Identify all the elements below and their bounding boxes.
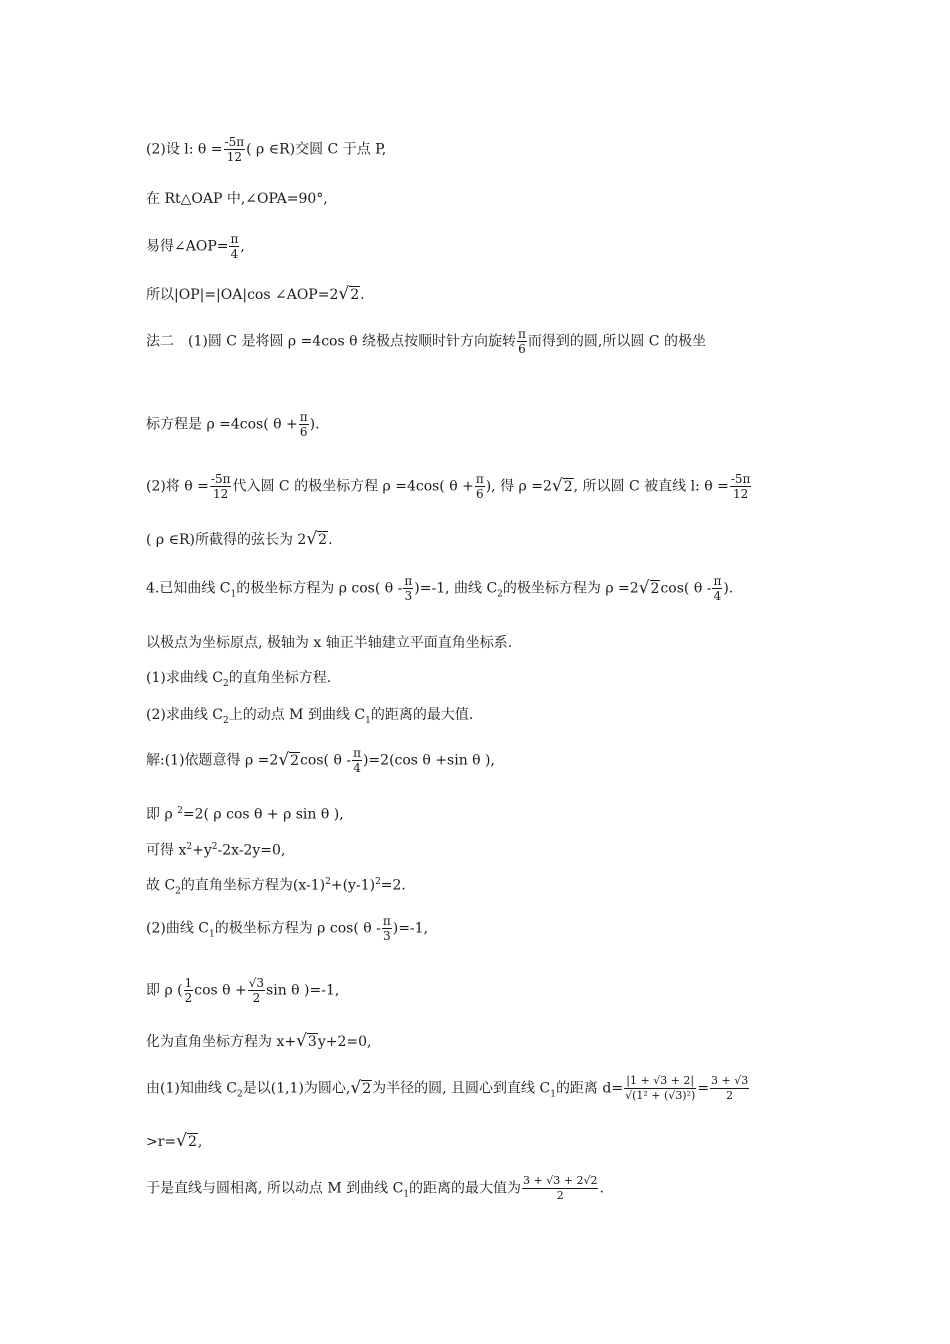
text: 标方程是 ρ =4cos( θ + — [146, 416, 298, 433]
radicand: 3 — [307, 1034, 317, 1050]
solution-7-line — [146, 1032, 371, 1051]
numerator: π — [382, 914, 391, 928]
numerator: √3 — [248, 976, 265, 990]
superscript: 2 — [211, 842, 218, 852]
solution-9-line — [146, 1132, 202, 1151]
solution-6-line — [146, 976, 339, 1005]
numerator: π — [518, 327, 526, 341]
denominator: 6 — [518, 342, 526, 356]
fraction — [517, 327, 527, 356]
angle-aop-line — [146, 232, 245, 261]
ask-2-line — [146, 706, 473, 730]
text: cos( θ - — [660, 580, 712, 597]
fraction — [224, 135, 246, 164]
text: 即 ρ — [146, 806, 178, 823]
text: (2)将 θ = — [146, 478, 209, 495]
fraction — [352, 746, 362, 775]
text: (2)设 l: θ = — [146, 141, 223, 158]
denominator: 2 — [252, 991, 261, 1005]
fraction — [403, 574, 413, 603]
text: 的直角坐标方程. — [228, 670, 332, 686]
numerator: 3 + √3 + 2√2 — [523, 1174, 598, 1187]
text: . — [360, 287, 365, 303]
text: 4.已知曲线 C — [146, 580, 231, 597]
text: =2( ρ cos θ + ρ sin θ ), — [182, 806, 344, 823]
subscript: 2 — [497, 589, 503, 600]
polar-equation-line — [146, 410, 320, 439]
numerator: -5π — [730, 472, 751, 486]
text: ), 得 ρ =2 — [485, 478, 552, 495]
fraction — [712, 574, 722, 603]
text: -2x-2y=0, — [217, 842, 286, 859]
radicand: 2 — [188, 1134, 197, 1150]
text: +(y-1) — [330, 877, 376, 894]
numerator: π — [475, 472, 484, 486]
fraction — [248, 976, 265, 1005]
sqrt: √2 — [176, 1131, 197, 1151]
subscript: 1 — [403, 1189, 410, 1200]
text: 即 ρ ( — [146, 982, 183, 999]
text: 的极坐标方程为 ρ =2 — [502, 580, 639, 597]
fraction — [730, 472, 752, 501]
text: 的极坐标方程为 ρ cos( θ - — [236, 580, 403, 597]
fraction — [229, 232, 239, 261]
part2-setup-line — [146, 135, 386, 164]
denominator: 12 — [732, 487, 749, 501]
sqrt: √2 — [350, 1077, 372, 1098]
text: . — [599, 1180, 604, 1197]
text: cos θ + — [194, 982, 247, 999]
sqrt: √2 — [638, 577, 660, 598]
text: 于是直线与圆相离, 所以动点 M 到曲线 C — [146, 1180, 404, 1197]
text: 易得∠AOP= — [146, 238, 229, 255]
right-triangle-line: 在 Rt△OAP 中,∠OPA=90°, — [146, 191, 328, 207]
numerator: π — [713, 574, 722, 588]
text: sin θ )=-1, — [266, 982, 340, 999]
text: ). — [309, 416, 320, 433]
radicand: 2 — [318, 532, 328, 548]
superscript: 2 — [325, 877, 331, 887]
denominator: 6 — [475, 487, 484, 501]
text: (2)求曲线 C — [146, 707, 223, 723]
question-4-line — [146, 574, 733, 603]
substitution-line — [146, 472, 752, 501]
text: 故 C — [146, 877, 176, 894]
text: =2. — [380, 877, 406, 894]
text: +y — [192, 842, 212, 859]
text: 的距离的最大值为 — [409, 1180, 522, 1197]
text: 的距离的最大值. — [370, 707, 474, 723]
fraction — [382, 914, 392, 943]
text: , — [240, 238, 245, 255]
sqrt: √2 — [306, 529, 328, 549]
sqrt: √2 — [551, 475, 573, 496]
superscript: 2 — [177, 806, 183, 816]
text: 的距离 d= — [555, 1080, 624, 1097]
fraction — [710, 1074, 749, 1103]
text: y+2=0, — [317, 1034, 372, 1050]
denominator: 2 — [556, 1189, 564, 1202]
numerator: π — [230, 232, 239, 246]
text: )=2(cos θ +sin θ ), — [362, 752, 495, 769]
denominator: 4 — [230, 247, 239, 261]
solution-10-line — [146, 1174, 604, 1203]
text: cos( θ - — [300, 752, 352, 769]
solution-4-line — [146, 873, 406, 900]
sqrt: √2 — [278, 749, 300, 770]
radicand: 2 — [350, 287, 360, 303]
solution-3-line — [146, 838, 285, 860]
coordinate-system-line: 以极点为坐标原点, 极轴为 x 轴正半轴建立平面直角坐标系. — [146, 635, 513, 651]
text: 代入圆 C 的极坐标方程 ρ =4cos( θ + — [232, 478, 474, 495]
solution-8-line — [146, 1074, 750, 1103]
text: , — [197, 1134, 203, 1150]
numerator: -5π — [224, 135, 245, 149]
superscript: 2 — [375, 877, 381, 887]
radicand: 2 — [650, 580, 660, 597]
subscript: 1 — [209, 929, 215, 940]
subscript: 1 — [230, 589, 237, 600]
text: 为半径的圆, 且圆心到直线 C — [372, 1080, 551, 1097]
distance-fraction — [624, 1074, 696, 1103]
text: (1)求曲线 C — [146, 670, 223, 686]
numerator: -5π — [210, 472, 231, 486]
fraction — [210, 472, 232, 501]
text: (2)曲线 C — [146, 920, 209, 937]
numerator: π — [299, 410, 308, 424]
subscript: 2 — [175, 886, 181, 897]
text: = — [697, 1080, 710, 1097]
sqrt: √3 — [296, 1031, 317, 1051]
solution-2-line — [146, 802, 344, 824]
numerator: |1 + √3 + 2| — [624, 1074, 696, 1089]
radicand: 2 — [362, 1080, 372, 1097]
denominator: 6 — [299, 425, 308, 439]
subscript: 1 — [365, 715, 371, 726]
denominator: 3 — [404, 589, 413, 603]
radicand: 2 — [563, 478, 573, 495]
solution-5-line — [146, 914, 428, 943]
chord-length-line — [146, 530, 333, 549]
text: 是以(1,1)为圆心, — [242, 1080, 351, 1097]
numerator: 1 — [184, 976, 193, 990]
superscript: 2 — [186, 842, 193, 852]
sqrt: √2 — [338, 284, 360, 304]
subscript: 2 — [223, 715, 229, 726]
text: 所以|OP|=|OA|cos ∠AOP=2 — [146, 287, 339, 303]
text: 上的动点 M 到曲线 C — [228, 707, 366, 723]
text: 而得到的圆,所以圆 C 的极坐 — [527, 333, 706, 350]
denominator: 2 — [184, 991, 193, 1005]
text: . — [328, 532, 333, 548]
denominator: 4 — [713, 589, 722, 603]
ask-1-line — [146, 669, 331, 693]
text: 由(1)知曲线 C — [146, 1080, 237, 1097]
fraction — [299, 410, 309, 439]
subscript: 2 — [223, 678, 229, 689]
numerator: π — [404, 574, 413, 588]
numerator: 3 + √3 — [711, 1074, 749, 1087]
text: 解:(1)依题意得 ρ =2 — [146, 752, 279, 769]
text: ( ρ ∈R)交圆 C 于点 P, — [246, 141, 387, 158]
denominator: √(1² + (√3)²) — [625, 1089, 696, 1102]
numerator: π — [353, 746, 361, 760]
denominator: 2 — [726, 1089, 734, 1102]
denominator: 12 — [213, 487, 229, 501]
method-two-line — [146, 327, 706, 356]
text: )=-1, — [392, 920, 429, 937]
text: 法二 (1)圆 C 是将圆 ρ =4cos θ 绕极点按顺时针方向旋转 — [146, 333, 516, 350]
text: )=-1, 曲线 C — [414, 580, 498, 597]
subscript: 1 — [550, 1089, 556, 1100]
text: >r= — [146, 1134, 177, 1150]
fraction — [475, 472, 485, 501]
text: 可得 x — [146, 842, 187, 859]
subscript: 2 — [237, 1089, 243, 1100]
text: 化为直角坐标方程为 x+ — [146, 1034, 297, 1050]
op-length-line — [146, 285, 365, 304]
denominator: 4 — [353, 761, 361, 775]
fraction — [184, 976, 194, 1005]
solution-1-line — [146, 746, 495, 775]
max-distance-fraction — [522, 1174, 598, 1203]
text: 的直角坐标方程为(x-1) — [180, 877, 326, 894]
text: 的极坐标方程为 ρ cos( θ - — [214, 920, 381, 937]
text: ( ρ ∈R)所截得的弦长为 2 — [146, 532, 307, 548]
text: ). — [723, 580, 734, 597]
denominator: 3 — [382, 929, 391, 943]
text: , 所以圆 C 被直线 l: θ = — [573, 478, 729, 495]
denominator: 12 — [226, 150, 242, 164]
radicand: 2 — [290, 752, 300, 769]
